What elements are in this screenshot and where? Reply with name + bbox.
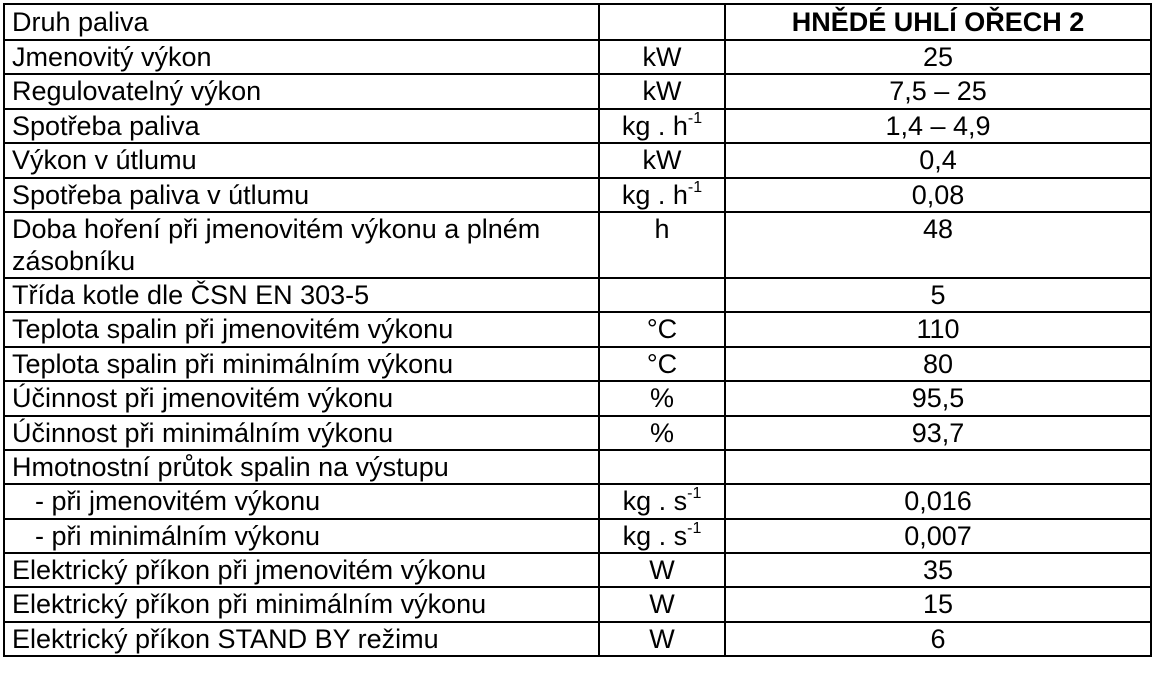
unit-cell: [599, 278, 725, 312]
param-cell: Třída kotle dle ČSN EN 303-5: [4, 278, 599, 312]
table-row: [4, 347, 1151, 381]
value-cell: 48: [725, 212, 1151, 278]
param-cell: Doba hoření při jmenovitém výkonu a plném zásobníku: [4, 212, 599, 278]
param-cell: - při jmenovitém výkonu: [4, 484, 599, 518]
boiler-spec-table: [3, 3, 1152, 657]
unit-cell: kW: [599, 74, 725, 108]
value-cell: 95,5: [725, 381, 1151, 415]
unit-cell: °C: [599, 347, 725, 381]
table-row: [4, 143, 1151, 177]
param-cell: Elektrický příkon při minimálním výkonu: [4, 587, 599, 621]
param-cell: Spotřeba paliva v útlumu: [4, 178, 599, 212]
unit-cell: kg . $h^{-1}$: [599, 109, 725, 143]
value-cell: [725, 450, 1151, 484]
header-unit-cell: [599, 4, 725, 40]
param-cell: Hmotnostní průtok spalin na výstupu: [4, 450, 599, 484]
value-cell: 1,4 – 4,9: [725, 109, 1151, 143]
value-cell: 0,08: [725, 178, 1151, 212]
unit-cell: W: [599, 553, 725, 587]
param-cell: Účinnost při jmenovitém výkonu: [4, 381, 599, 415]
value-cell: 80: [725, 347, 1151, 381]
table-row: [4, 212, 1151, 278]
table-row: [4, 278, 1151, 312]
unit-cell: kW: [599, 143, 725, 177]
table-row: [4, 312, 1151, 346]
value-cell: 0,007: [725, 519, 1151, 553]
table-row: [4, 178, 1151, 212]
unit-cell: %: [599, 416, 725, 450]
unit-cell: kg . $h^{-1}$: [599, 178, 725, 212]
unit-cell: [599, 450, 725, 484]
fuel-type-label: Druh paliva: [4, 4, 599, 40]
param-cell: Regulovatelný výkon: [4, 74, 599, 108]
unit-cell: kW: [599, 40, 725, 74]
fuel-type-value: HNĚDÉ UHLÍ OŘECH 2: [725, 4, 1151, 40]
param-cell: Spotřeba paliva: [4, 109, 599, 143]
table-row: [4, 484, 1151, 518]
table-row: [4, 519, 1151, 553]
value-cell: 25: [725, 40, 1151, 74]
param-cell: Účinnost při minimálním výkonu: [4, 416, 599, 450]
table-row: [4, 553, 1151, 587]
value-cell: 6: [725, 622, 1151, 656]
value-cell: 15: [725, 587, 1151, 621]
table-row: [4, 450, 1151, 484]
table-row: [4, 622, 1151, 656]
value-cell: 5: [725, 278, 1151, 312]
unit-cell: %: [599, 381, 725, 415]
param-cell: Výkon v útlumu: [4, 143, 599, 177]
value-cell: 110: [725, 312, 1151, 346]
param-cell: Elektrický příkon STAND BY režimu: [4, 622, 599, 656]
table-header-row: [4, 4, 1151, 40]
param-cell: Elektrický příkon při jmenovitém výkonu: [4, 553, 599, 587]
table-row: [4, 587, 1151, 621]
unit-cell: kg . $s^{-1}$: [599, 519, 725, 553]
param-cell: - při minimálním výkonu: [4, 519, 599, 553]
value-cell: 7,5 – 25: [725, 74, 1151, 108]
unit-cell: h: [599, 212, 725, 278]
param-cell: Jmenovitý výkon: [4, 40, 599, 74]
table-row: [4, 40, 1151, 74]
value-cell: 35: [725, 553, 1151, 587]
table-row: [4, 74, 1151, 108]
unit-cell: °C: [599, 312, 725, 346]
param-cell: Teplota spalin při jmenovitém výkonu: [4, 312, 599, 346]
param-cell: Teplota spalin při minimálním výkonu: [4, 347, 599, 381]
table-row: [4, 416, 1151, 450]
unit-cell: W: [599, 587, 725, 621]
unit-cell: W: [599, 622, 725, 656]
value-cell: 93,7: [725, 416, 1151, 450]
value-cell: 0,4: [725, 143, 1151, 177]
table-row: [4, 109, 1151, 143]
unit-cell: kg . $s^{-1}$: [599, 484, 725, 518]
value-cell: 0,016: [725, 484, 1151, 518]
table-row: [4, 381, 1151, 415]
